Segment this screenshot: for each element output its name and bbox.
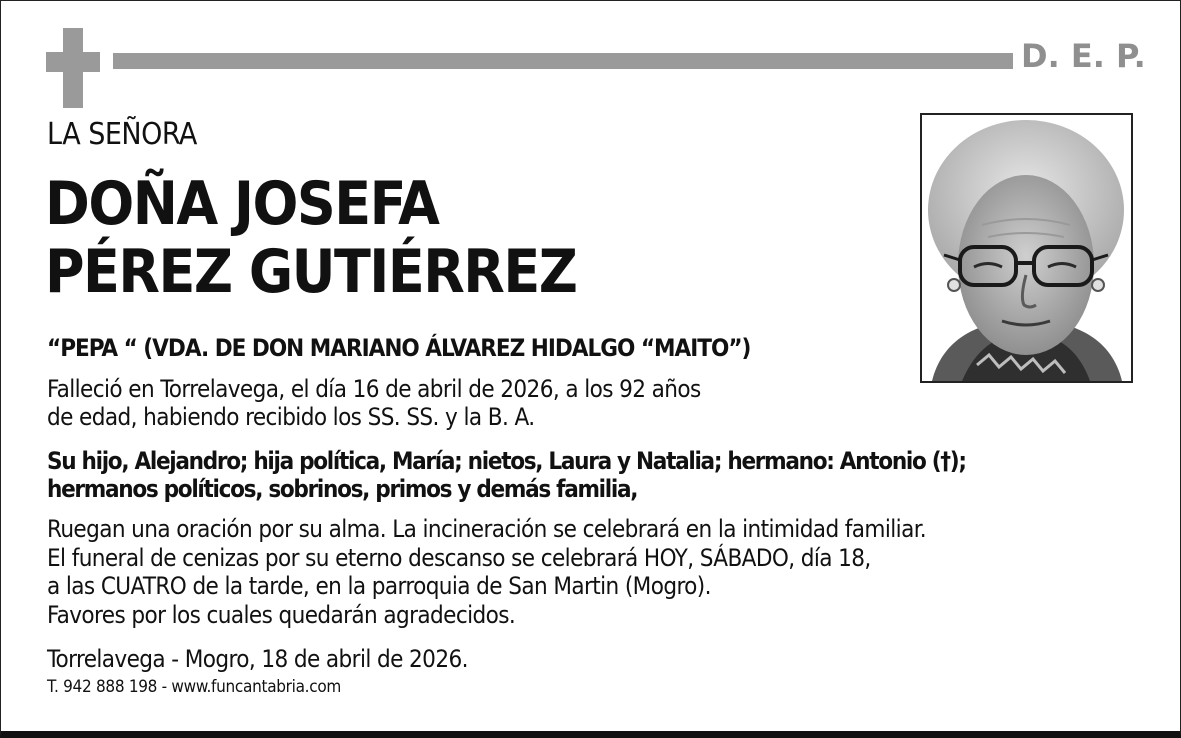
family-list (47, 447, 966, 503)
dep-label: D. E. P. (1021, 37, 1146, 75)
portrait-image (922, 115, 1131, 381)
service-notice-line-1: Ruegan una oración por su alma. La incineración se celebrará en la intimidad familiar. (47, 515, 927, 543)
deceased-portrait (920, 113, 1133, 383)
service-notice (47, 515, 926, 629)
service-notice-line-3: a las CUATRO de la tarde, en la parroquia de San Martin (Mogro). (47, 572, 711, 600)
contact-info: T. 942 888 198 - www.funcantabria.com (47, 677, 342, 697)
deceased-name (45, 170, 576, 306)
honorific: LA SEÑORA (47, 117, 197, 152)
family-line-2: hermanos políticos, sobrinos, primos y demás familia, (47, 475, 638, 503)
family-line-1: Su hijo, Alejandro; hija política, María; nietos, Laura y Natalia; hermano: Antonio (†); (47, 447, 966, 475)
nickname-line: “PEPA “ (VDA. DE DON MARIANO ÁLVAREZ HIDALGO “MAITO”) (47, 334, 751, 362)
service-notice-line-2: El funeral de cenizas por su eterno descanso se celebrará HOY, SÁBADO, día 18, (47, 543, 871, 572)
death-notice-line-2: de edad, habiendo recibido los SS. SS. y la B. A. (47, 403, 535, 431)
deceased-name-line-1: DOÑA JOSEFA (45, 169, 439, 239)
death-notice-line-1: Falleció en Torrelavega, el día 16 de abril de 2026, a los 92 años (47, 375, 701, 403)
service-notice-line-4: Favores por los cuales quedarán agradecidos. (47, 600, 516, 629)
death-notice (47, 375, 701, 431)
place-date: Torrelavega - Mogro, 18 de abril de 2026. (47, 645, 468, 673)
latin-cross-icon (46, 28, 100, 108)
header-rule (113, 53, 1013, 69)
deceased-name-line-2: PÉREZ GUTIÉRREZ (45, 237, 577, 307)
